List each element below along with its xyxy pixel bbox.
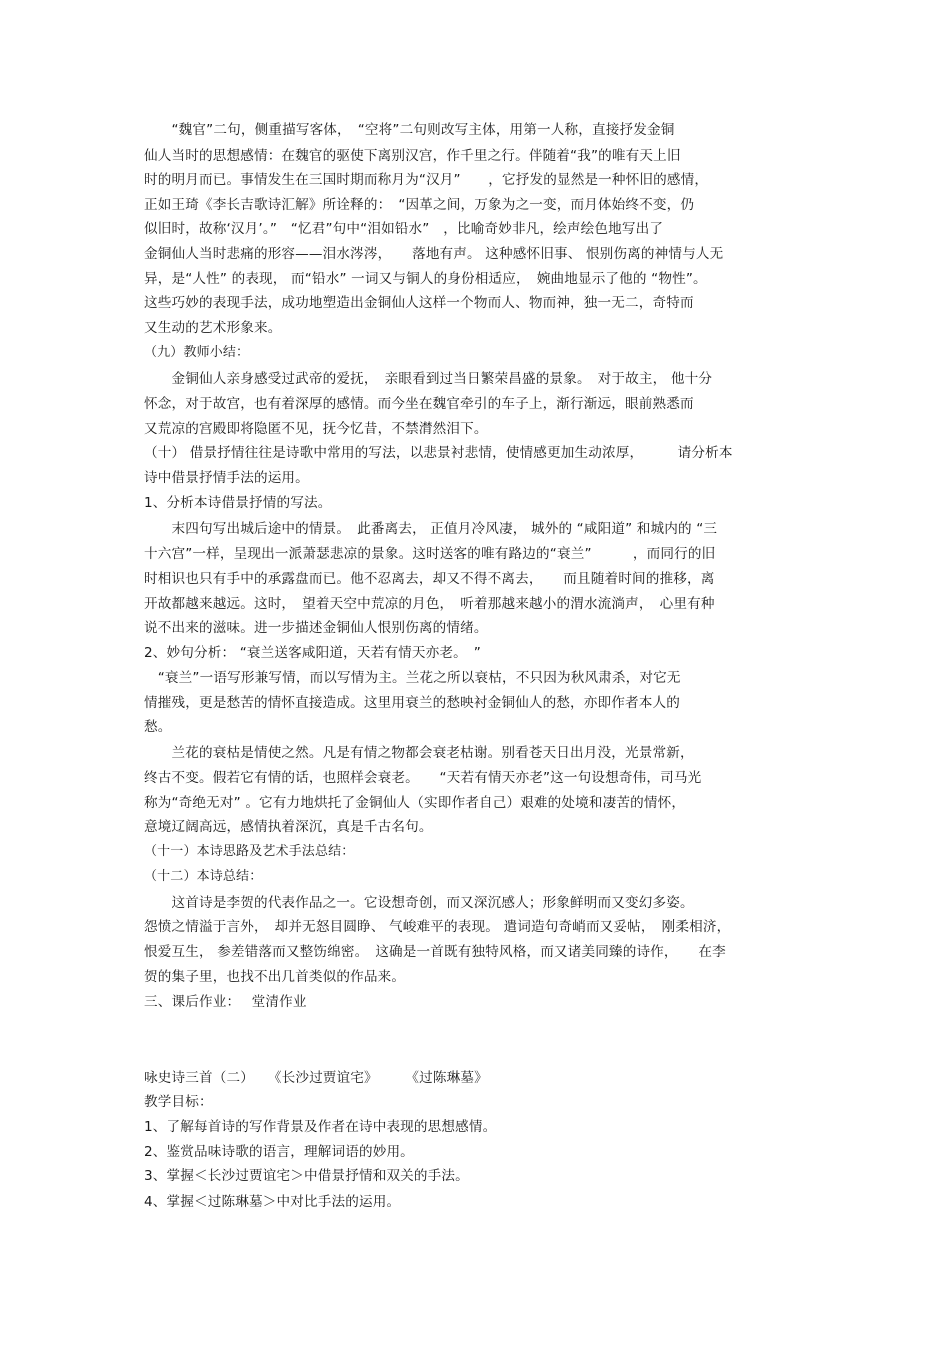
list-item: 2、鉴赏品味诗歌的语言，理解词语的妙用。 — [144, 1144, 414, 1160]
paragraph-line: 时相识也只有手中的承露盘而已。他不忍离去，却又不得不离去， 而且随着时间的推移，离 — [144, 571, 715, 587]
list-item: 3、掌握＜长沙过贾谊宅＞中借景抒情和双关的手法。 — [144, 1168, 469, 1184]
paragraph-line: 又生动的艺术形象来。 — [144, 320, 282, 336]
paragraph-line: 怀念，对于故宫，也有着深厚的感情。而今坐在魏官牵引的车子上，渐行渐远，眼前熟悉而 — [144, 396, 694, 412]
paragraph-line: 末四句写出城后途中的情景。 此番离去， 正值月冷风凄， 城外的 “咸阳道” 和城内的 “三 — [144, 521, 718, 537]
paragraph-line: 金铜仙人当时悲痛的形容——泪水涔涔， 落地有声。 这种感怀旧事、 恨别伤离的神情与人无 — [144, 246, 724, 262]
paragraph-line: 时的明月而已。事情发生在三国时期而称月为“汉月” ，它抒发的显然是一种怀旧的感情， — [144, 172, 709, 188]
paragraph-line: “魏官”二句，侧重描写客体， “空将”二句则改写主体，用第一人称，直接抒发金铜 — [144, 122, 675, 138]
paragraph-line: 仙人当时的思想感情：在魏官的驱使下离别汉宫，作千里之行。伴随着“我”的唯有天上旧 — [144, 148, 681, 164]
paragraph-line: 这首诗是李贺的代表作品之一。它设想奇创，而又深沉感人；形象鲜明而又变幻多姿。 — [144, 895, 694, 911]
section-heading: （十一）本诗思路及艺术手法总结： — [144, 844, 355, 859]
section-heading: （九）教师小结： — [144, 345, 250, 360]
paragraph-line: 诗中借景抒情手法的运用。 — [144, 470, 309, 486]
paragraph-line: 恨爱互生， 参差错落而又整饬绵密。 这确是一首既有独特风格，而又诸美同臻的诗作， 在李 — [144, 944, 726, 960]
paragraph-line: 兰花的衰枯是情使之然。凡是有情之物都会衰老枯谢。别看苍天日出月没，光景常新， — [144, 745, 694, 761]
paragraph-line: 称为“奇绝无对” 。它有力地烘托了金铜仙人（实即作者自己）艰难的处境和凄苦的情怀， — [144, 795, 686, 811]
paragraph-line: 似旧时，故称‘汉月’。” “忆君”句中“泪如铅水” ，比喻奇妙非凡，绘声绘色地写出了 — [144, 221, 664, 237]
paragraph-line: 异，是“人性” 的表现， 而“铅水” 一词又与铜人的身份相适应， 婉曲地显示了他的 “物性”。 — [144, 271, 707, 287]
list-item: 2、妙句分析： “衰兰送客咸阳道，天若有情天亦老。 ” — [144, 645, 481, 661]
paragraph-line: 愁。 — [144, 719, 172, 735]
paragraph-line: 开故都越来越远。这时， 望着天空中荒凉的月色， 听着那越来越小的渭水流淌声， 心里有种 — [144, 596, 715, 612]
paragraph-line: 正如王琦《李长吉歌诗汇解》所诠释的： “因革之间，万象为之一变，而月体始终不变，仍 — [144, 197, 695, 213]
paragraph-line: 情摧残，更是愁苦的情怀直接造成。这里用衰兰的愁映衬金铜仙人的愁，亦即作者本人的 — [144, 695, 681, 711]
list-item: 4、掌握＜过陈琳墓＞中对比手法的运用。 — [144, 1194, 401, 1210]
paragraph-line: “衰兰”一语写形兼写情，而以写情为主。兰花之所以衰枯，不只因为秋风肃杀，对它无 — [144, 670, 681, 686]
paragraph-line: 终古不变。假若它有情的话，也照样会衰老。 “天若有情天亦老”这一句设想奇伟，司马光 — [144, 770, 702, 786]
section-heading: （十二）本诗总结： — [144, 869, 263, 884]
lesson-title: 咏史诗三首（二） 《长沙过贾谊宅》 《过陈琳墓》 — [144, 1070, 488, 1086]
paragraph-line: 意境辽阔高远，感情执着深沉，真是千古名句。 — [144, 819, 433, 835]
section-heading: （十） 借景抒情往往是诗歌中常用的写法，以悲景衬悲情，使情感更加生动浓厚， 请分析本 — [144, 445, 733, 461]
list-item: 1、分析本诗借景抒情的写法。 — [144, 495, 332, 511]
paragraph-line: 这些巧妙的表现手法，成功地塑造出金铜仙人这样一个物而人、物而神，独一无二，奇特而 — [144, 295, 694, 311]
section-heading: 三、课后作业： 堂清作业 — [144, 994, 307, 1010]
paragraph-line: 说不出来的滋味。进一步描述金铜仙人恨别伤离的情绪。 — [144, 620, 488, 636]
paragraph-line: 金铜仙人亲身感受过武帝的爱抚， 亲眼看到过当日繁荣昌盛的景象。 对于故主， 他十分 — [144, 371, 713, 387]
paragraph-line: 十六宫”一样，呈现出一派萧瑟悲凉的景象。这时送客的唯有路边的“衰兰” ，而同行的旧 — [144, 546, 716, 562]
paragraph-line: 又荒凉的宫殿即将隐匿不见，抚今忆昔，不禁潸然泪下。 — [144, 421, 488, 437]
section-heading: 教学目标： — [144, 1094, 213, 1110]
paragraph-line: 怨愤之情溢于言外， 却并无怒目圆睁、 气峻难平的表现。 遣词造句奇峭而又妥帖， 刚柔相济， — [144, 919, 731, 935]
paragraph-line: 贺的集子里，也找不出几首类似的作品来。 — [144, 969, 406, 985]
list-item: 1、了解每首诗的写作背景及作者在诗中表现的思想感情。 — [144, 1119, 497, 1135]
